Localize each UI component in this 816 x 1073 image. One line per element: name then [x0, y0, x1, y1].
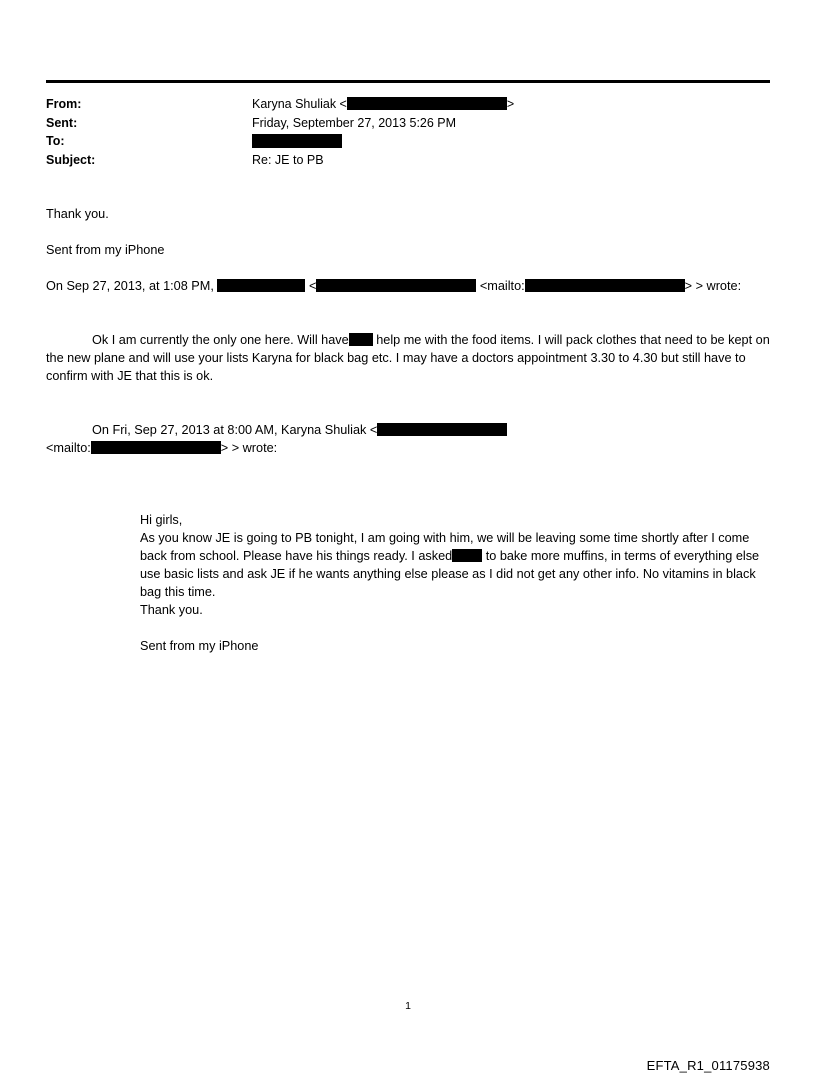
quote2-thanks: Thank you.: [140, 603, 203, 618]
spacer-after-quote2-header-2: [46, 493, 770, 511]
quote1-open-bracket: <: [308, 279, 317, 294]
quote2-wrote-text: > > wrote:: [220, 441, 278, 456]
spacer-before-quote2: [46, 403, 770, 421]
redaction-box-quote1-mailto: [525, 279, 685, 292]
quote1-text-part2: help me with the food items. I will pack clothes that need to be kept on the new plane and will use your lists Karyna for black bag etc. I may have a doctors appointment 3.30 to 4.30 but still have to confirm with JE that this is ok.: [46, 333, 770, 384]
quote1-header: [46, 277, 770, 295]
redaction-box-quote2-inline: [452, 549, 482, 562]
header-label-to: To:: [46, 134, 65, 149]
quote1-mailto-label: <mailto:: [479, 279, 525, 294]
header-label-subject: Subject:: [46, 152, 96, 167]
from-close-bracket: >: [506, 97, 515, 111]
header-value-subject: Re: JE to PB: [252, 152, 324, 167]
quote1-wrote-text: > > wrote:: [684, 279, 742, 294]
quote2-text-part2: to bake more muffins, in terms of everything else use basic lists and ask JE if he wants anything else please as I did not get any other info. No vitamins in black bag this time.: [140, 549, 760, 600]
spacer-after-quote1-header: [46, 313, 770, 331]
page-number: 1: [405, 1000, 411, 1012]
redaction-box-quote1-address: [316, 279, 476, 292]
header-row-to: [46, 132, 770, 151]
quote2-signature: Sent from my iPhone: [140, 639, 259, 654]
header-rule: [46, 80, 770, 83]
header-row-sent: [46, 114, 770, 133]
redaction-box-quote2-mailto: [91, 441, 221, 454]
header-value-from: [252, 95, 770, 114]
bates-number: EFTA_R1_01175938: [646, 1058, 770, 1073]
quote1-paragraph: [46, 331, 770, 385]
header-label-sent: Sent:: [46, 115, 78, 130]
quote2-text-part1: As you know JE is going to PB tonight, I am going with him, we will be leaving some time shortly after I come back from school. Please have his things ready. I asked: [140, 531, 750, 564]
body-signature: Sent from my iPhone: [46, 243, 165, 258]
quote2-mailto-label: <mailto:: [46, 441, 91, 456]
quote1-header-date: On Sep 27, 2013, at 1:08 PM,: [46, 279, 214, 294]
redaction-box-quote1-inline: [349, 333, 373, 346]
redaction-box-from-email: [347, 97, 507, 110]
redaction-box-quote1-sender: [217, 279, 305, 292]
email-header-table: [46, 95, 770, 169]
quote2-paragraph: [140, 529, 770, 601]
header-label-from: From:: [46, 97, 82, 111]
header-row-from: [46, 95, 770, 114]
quote2-greeting: Hi girls,: [140, 513, 183, 528]
quote2-header-date: On Fri, Sep 27, 2013 at 8:00 AM, Karyna Shuliak <: [92, 423, 378, 438]
header-value-to: [252, 132, 770, 151]
quote2-body: [46, 511, 770, 655]
document-content: [46, 80, 770, 1073]
email-body: [46, 205, 770, 655]
body-thanks: Thank you.: [46, 207, 109, 222]
spacer-before-quote2-signature: [140, 619, 770, 637]
from-name-text: Karyna Shuliak <: [252, 97, 347, 111]
redaction-box-to: [252, 134, 342, 148]
spacer-after-quote2-header: [46, 475, 770, 493]
quote2-header: [46, 421, 770, 457]
redaction-box-quote2-address: [377, 423, 507, 436]
header-value-sent: Friday, September 27, 2013 5:26 PM: [252, 115, 457, 130]
header-row-subject: [46, 151, 770, 170]
quote1-text-part1: Ok I am currently the only one here. Will have: [92, 333, 349, 348]
